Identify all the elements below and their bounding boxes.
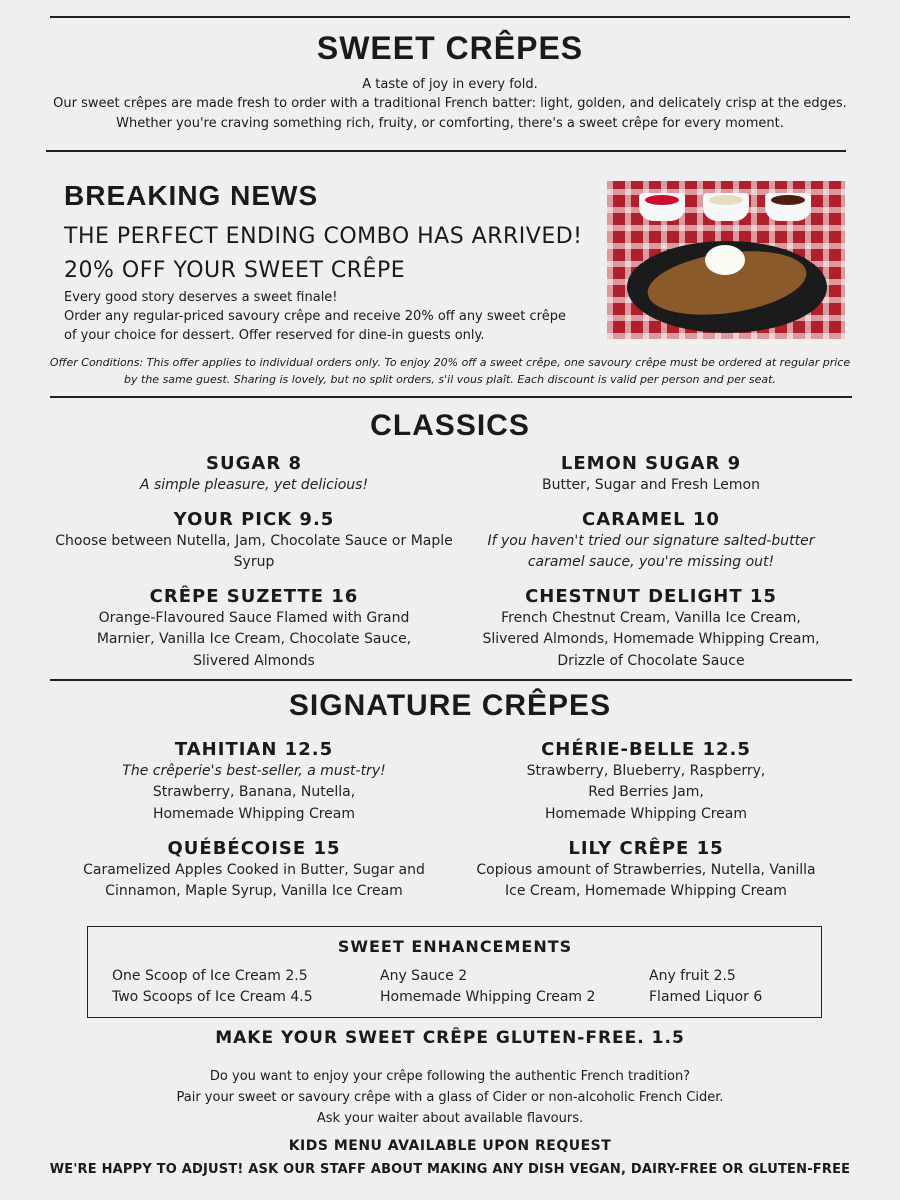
- menu-item-name: SUGAR 8: [206, 453, 302, 474]
- news-body-1: Every good story deserves a sweet finale!: [64, 290, 338, 305]
- enhancement-item: Any Sauce 2: [380, 968, 468, 984]
- divider: [50, 679, 852, 681]
- menu-item-desc: Strawberry, Banana, Nutella,: [152, 784, 356, 800]
- menu-item-name: CHESTNUT DELIGHT 15: [525, 586, 777, 607]
- cider-line-1: Do you want to enjoy your crêpe following the authentic French tradition?: [209, 1069, 691, 1084]
- menu-item-desc: Slivered Almonds, Homemade Whipping Cream,: [482, 631, 820, 647]
- news-body-2: Order any regular-priced savoury crêpe and receive 20% off any sweet crêpe: [64, 309, 566, 324]
- menu-item-desc: Cinnamon, Maple Syrup, Vanilla Ice Cream: [105, 883, 403, 899]
- menu-item-name: CHÉRIE-BELLE 12.5: [541, 739, 751, 760]
- menu-item-desc: Homemade Whipping Cream: [544, 806, 748, 822]
- menu-item-desc: Slivered Almonds: [193, 653, 315, 669]
- signature-title: SIGNATURE CRÊPES: [288, 689, 612, 722]
- menu-item-desc: Red Berries Jam,: [588, 784, 704, 800]
- menu-item-name: TAHITIAN 12.5: [174, 739, 334, 760]
- divider: [46, 150, 846, 152]
- dietary-adjust-note: WE'RE HAPPY TO ADJUST! ASK OUR STAFF ABOUT MAKING ANY DISH VEGAN, DAIRY-FREE OR GLUTEN-FREE: [49, 1162, 851, 1177]
- menu-item-desc: The crêperie's best-seller, a must-try!: [122, 763, 386, 779]
- cider-line-3: Ask your waiter about available flavours.: [316, 1111, 584, 1126]
- menu-item-desc: Strawberry, Blueberry, Raspberry,: [526, 763, 766, 779]
- cider-line-2: Pair your sweet or savoury crêpe with a glass of Cider or non-alcoholic French Cider.: [176, 1090, 724, 1105]
- tagline: A taste of joy in every fold.: [362, 77, 538, 92]
- offer-conditions-1: Offer Conditions: This offer applies to individual orders only. To enjoy 20% off a sweet crêpe, one savoury crêpe must be ordered at regular price: [49, 356, 851, 369]
- enhancement-item: One Scoop of Ice Cream 2.5: [112, 968, 308, 984]
- page-title: SWEET CRÊPES: [316, 30, 584, 66]
- intro-line-2: Whether you're craving something rich, fruity, or comforting, there's a sweet crêpe for every moment.: [116, 116, 784, 131]
- offer-conditions-2: by the same guest. Sharing is lovely, but no split orders, s'il vous plaît. Each discount is valid per person and per seat.: [124, 373, 776, 386]
- menu-item-desc: Marnier, Vanilla Ice Cream, Chocolate Sauce,: [96, 631, 412, 647]
- enhancement-item: Any fruit 2.5: [649, 968, 736, 984]
- menu-item-name: LILY CRÊPE 15: [568, 838, 724, 859]
- menu-item-desc: A simple pleasure, yet delicious!: [139, 477, 369, 493]
- menu-item-name: YOUR PICK 9.5: [173, 509, 335, 530]
- menu-item-desc: Drizzle of Chocolate Sauce: [557, 653, 745, 669]
- menu-item-desc: Ice Cream, Homemade Whipping Cream: [505, 883, 787, 899]
- menu-item-name: CRÊPE SUZETTE 16: [149, 586, 359, 607]
- menu-item-desc: Caramelized Apples Cooked in Butter, Sugar and: [83, 862, 425, 878]
- menu-item-desc: Homemade Whipping Cream: [152, 806, 356, 822]
- menu-item-desc: Butter, Sugar and Fresh Lemon: [542, 477, 760, 493]
- gluten-free-note: MAKE YOUR SWEET CRÊPE GLUTEN-FREE. 1.5: [215, 1028, 685, 1048]
- menu-item-desc: Choose between Nutella, Jam, Chocolate Sauce or Maple: [55, 533, 453, 549]
- news-offer: 20% OFF YOUR SWEET CRÊPE: [64, 258, 406, 283]
- divider: [50, 396, 852, 398]
- enhancement-item: Homemade Whipping Cream 2: [380, 989, 596, 1005]
- menu-item-desc: If you haven't tried our signature salted-butter: [487, 533, 815, 549]
- menu-item-desc: Syrup: [233, 554, 275, 570]
- news-title: BREAKING NEWS: [64, 180, 319, 211]
- menu-item-desc: French Chestnut Cream, Vanilla Ice Cream,: [501, 610, 801, 626]
- menu-item-desc: Orange-Flavoured Sauce Flamed with Grand: [98, 610, 410, 626]
- intro-line-1: Our sweet crêpes are made fresh to order with a traditional French batter: light, golden, and delicately crisp at the edges.: [53, 96, 847, 111]
- menu-item-name: QUÉBÉCOISE 15: [167, 838, 341, 859]
- menu-item-name: CARAMEL 10: [582, 509, 720, 530]
- menu-item-name: LEMON SUGAR 9: [560, 453, 742, 474]
- top-divider: [50, 16, 850, 18]
- menu-item-desc: caramel sauce, you're missing out!: [527, 554, 775, 570]
- menu-item-desc: Copious amount of Strawberries, Nutella, Vanilla: [476, 862, 816, 878]
- news-body-3: of your choice for dessert. Offer reserved for dine-in guests only.: [64, 328, 485, 343]
- news-subtitle: THE PERFECT ENDING COMBO HAS ARRIVED!: [64, 224, 583, 249]
- enhancement-item: Two Scoops of Ice Cream 4.5: [112, 989, 313, 1005]
- enhancements-title: SWEET ENHANCEMENTS: [337, 937, 573, 956]
- kids-menu-note: KIDS MENU AVAILABLE UPON REQUEST: [288, 1138, 612, 1154]
- classics-title: CLASSICS: [370, 409, 530, 442]
- enhancement-item: Flamed Liquor 6: [649, 989, 763, 1005]
- crepe-photo: [607, 181, 845, 339]
